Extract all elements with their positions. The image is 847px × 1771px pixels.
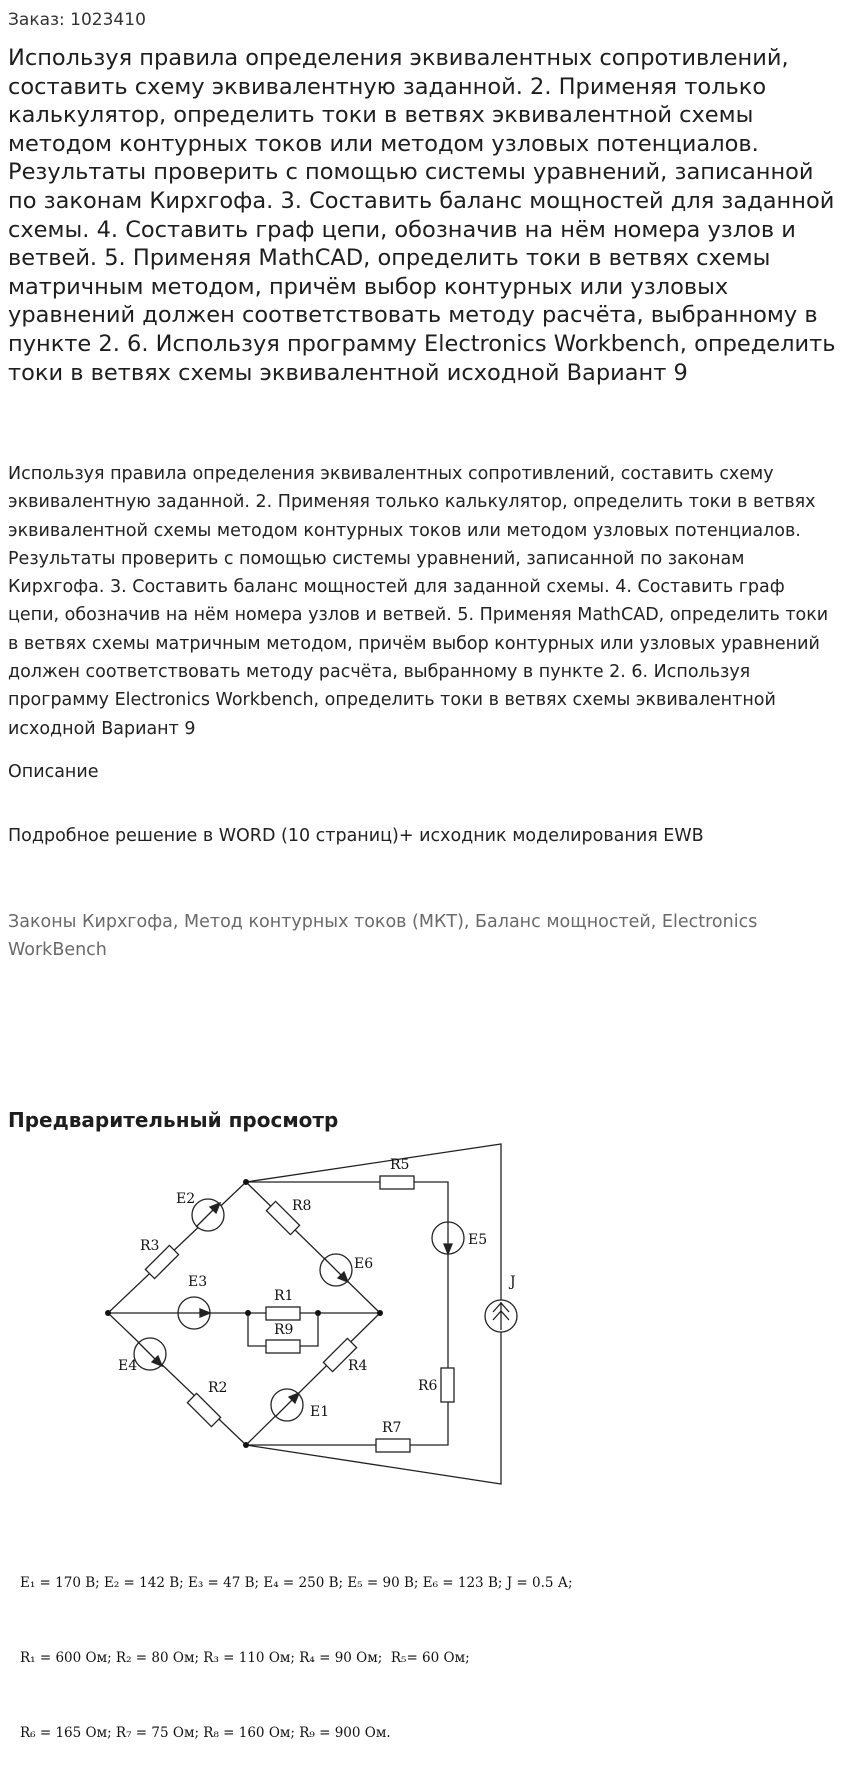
page-title: Используя правила определения эквивалентных сопротивлений, составить схему эквивалентную заданной. 2. Применяя только калькулятор, определить токи в ветвях эквивалентной схемы методом контурных токов или методом узловых потенциалов. Результаты проверить с помощью системы уравнений, записанной по законам Кирхгофа. 3. Составить баланс мощностей для заданной схемы. 4. Составить граф цепи, обозначив на нём номера узлов и ветвей. 5. Применяя MathCAD, определить токи в ветвях схемы матричным методом, причём выбор контурных или узловых уравнений должен соответствовать методу расчёта, выбранному в пункте 2. 6. Используя программу Electronics Workbench, определить токи в ветвях схемы эквивалентной исходной Вариант 9 — [8, 45, 836, 386]
wire — [108, 1313, 246, 1445]
label-r5: R5 — [390, 1157, 410, 1173]
label-r9: R9 — [274, 1322, 294, 1338]
resistor-r9 — [266, 1340, 300, 1353]
label-e4: E4 — [118, 1358, 138, 1374]
label-r6: R6 — [418, 1378, 438, 1394]
label-e5: E5 — [468, 1232, 488, 1248]
source-e2 — [192, 1199, 224, 1231]
node — [243, 1442, 249, 1448]
parameter-line-2: R₁ = 600 Ом; R₂ = 80 Ом; R₃ = 110 Ом; R₄ = 90 Ом; R₅= 60 Ом; — [20, 1650, 470, 1666]
label-e6: E6 — [354, 1256, 374, 1272]
label-j: J — [510, 1274, 516, 1290]
source-e4 — [134, 1338, 166, 1370]
label-r2: R2 — [208, 1380, 228, 1396]
parameter-list — [20, 1521, 573, 1771]
resistor-r6 — [441, 1368, 454, 1402]
label-r3: R3 — [140, 1238, 160, 1254]
tags: Законы Кирхгофа, Метод контурных токов (МКТ), Баланс мощностей, Electronics WorkBench — [8, 912, 758, 960]
node — [243, 1179, 249, 1185]
parameter-line-3: R₆ = 165 Ом; R₇ = 75 Ом; R₈ = 160 Ом; R₉ = 900 Ом. — [20, 1725, 391, 1741]
source-e1 — [271, 1389, 303, 1421]
description-heading: Описание — [8, 762, 99, 782]
resistor-r2 — [187, 1393, 220, 1426]
source-e3 — [178, 1297, 210, 1329]
solution-details: Подробное решение в WORD (10 страниц)+ исходник моделирования EWB — [8, 826, 704, 846]
current-source-j — [485, 1300, 517, 1332]
wire — [246, 1182, 380, 1313]
source-e6 — [320, 1254, 352, 1286]
task-description: Используя правила определения эквивалентных сопротивлений, составить схему эквивалентную заданной. 2. Применяя только калькулятор, определить токи в ветвях эквивалентной схемы методом контурных токов или методом узловых потенциалов. Результаты проверить с помощью системы уравнений, записанной по законам Кирхгофа. 3. Составить баланс мощностей для заданной схемы. 4. Составить граф цепи, обозначив на нём номера узлов и ветвей. 5. Применяя MathCAD, определить токи в ветвях схемы матричным методом, причём выбор контурных или узловых уравнений должен соответствовать методу расчёта, выбранному в пункте 2. 6. Используя программу Electronics Workbench, определить токи в ветвях схемы эквивалентной исходной Вариант 9 — [8, 464, 829, 739]
order-number: Заказ: 1023410 — [8, 10, 146, 30]
resistor-r1 — [266, 1307, 300, 1320]
source-e5 — [432, 1222, 464, 1254]
label-r1: R1 — [274, 1288, 294, 1304]
parameter-line-1: E₁ = 170 В; E₂ = 142 В; E₃ = 47 В; E₄ = 250 В; E₅ = 90 В; E₆ = 123 В; J = 0.5 А; — [20, 1575, 573, 1591]
label-e1: E1 — [310, 1404, 330, 1420]
resistor-r7 — [376, 1439, 410, 1452]
node — [377, 1310, 383, 1316]
label-e2: E2 — [176, 1191, 196, 1207]
wire — [246, 1313, 380, 1445]
node — [245, 1310, 251, 1316]
node — [105, 1310, 111, 1316]
node — [315, 1310, 321, 1316]
label-r7: R7 — [382, 1420, 402, 1436]
circuit-diagram — [0, 1130, 847, 1510]
preview-heading: Предварительный просмотр — [8, 1108, 339, 1132]
label-e3: E3 — [188, 1274, 208, 1290]
label-r4: R4 — [348, 1358, 368, 1374]
label-r8: R8 — [292, 1198, 312, 1214]
resistor-r5 — [380, 1176, 414, 1189]
